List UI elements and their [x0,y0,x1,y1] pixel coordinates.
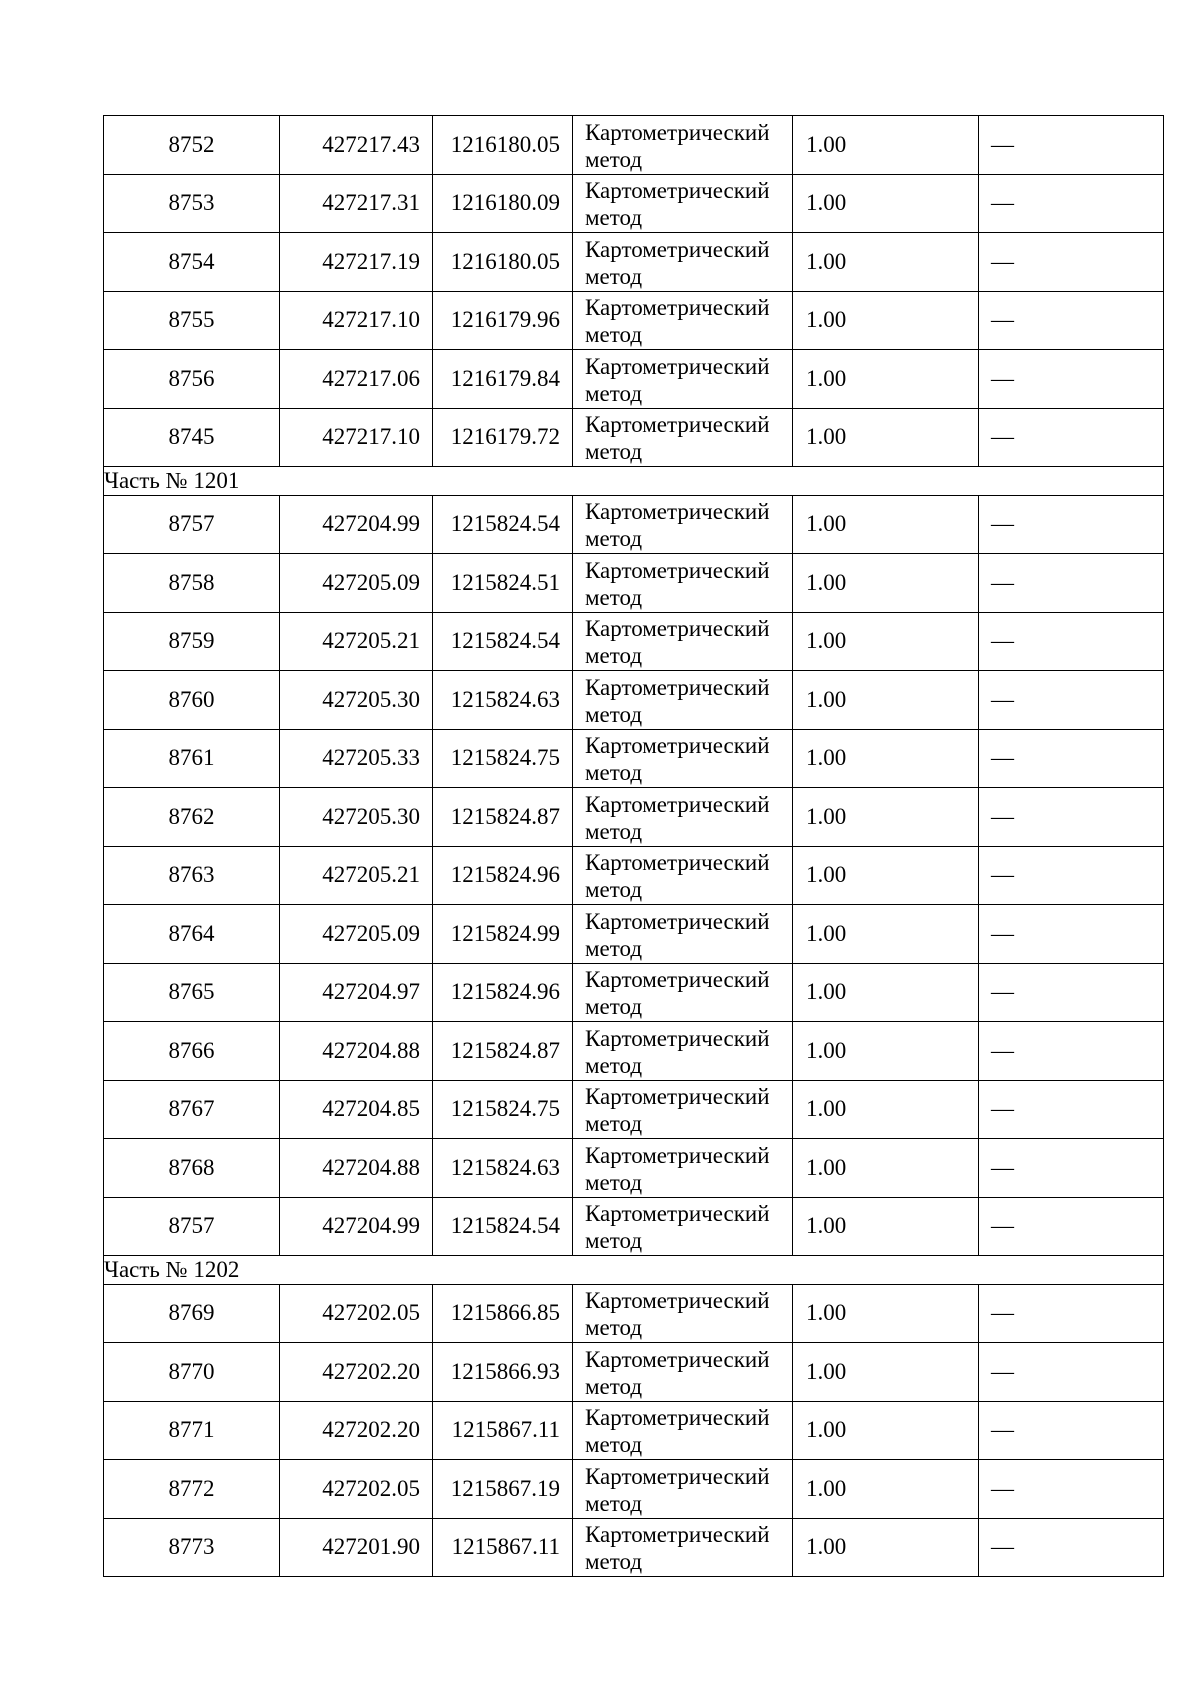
method-cell [573,1518,793,1577]
table-row [104,1343,1164,1402]
description-cell: — [979,1401,1164,1460]
method-line-1: Картометрический [585,412,770,438]
accuracy-cell: 1.00 [793,350,979,409]
coordinate-y-cell: 1215866.85 [433,1284,573,1343]
accuracy-cell: 1.00 [793,1401,979,1460]
coordinate-y-cell: 1215866.93 [433,1343,573,1402]
coordinate-y-cell: 1215824.75 [433,729,573,788]
method-line-1: Картометрический [585,1142,770,1168]
table-row [104,963,1164,1022]
table-row [104,350,1164,409]
coordinate-y-cell: 1215824.54 [433,612,573,671]
point-number-cell: 8763 [104,846,280,905]
description-cell: — [979,612,1164,671]
method-line-2: метод [585,1228,643,1254]
coordinates-table-body [104,116,1164,1577]
accuracy-cell: 1.00 [793,846,979,905]
method-cell [573,174,793,233]
method-line-1: Картометрический [585,733,770,759]
method-line-2: метод [585,643,643,669]
coordinate-y-cell: 1215824.99 [433,905,573,964]
point-number-cell: 8757 [104,1197,280,1256]
method-cell [573,1139,793,1198]
point-number-cell: 8773 [104,1518,280,1577]
method-line-2: метод [585,146,643,172]
description-cell: — [979,116,1164,175]
coordinate-y-cell: 1215824.54 [433,495,573,554]
accuracy-cell: 1.00 [793,116,979,175]
point-number-cell: 8759 [104,612,280,671]
table-row [104,1139,1164,1198]
coordinate-x-cell: 427217.06 [280,350,433,409]
point-number-cell: 8762 [104,788,280,847]
method-cell [573,612,793,671]
coordinate-x-cell: 427217.10 [280,408,433,467]
description-cell: — [979,1518,1164,1577]
method-line-1: Картометрический [585,1346,770,1372]
coordinate-x-cell: 427205.09 [280,905,433,964]
point-number-cell: 8764 [104,905,280,964]
table-row [104,408,1164,467]
method-line-1: Картометрический [585,850,770,876]
method-line-1: Картометрический [585,119,770,145]
point-number-cell: 8754 [104,233,280,292]
accuracy-cell: 1.00 [793,788,979,847]
method-cell [573,671,793,730]
coordinate-x-cell: 427205.21 [280,612,433,671]
method-line-2: метод [585,584,643,610]
description-cell: — [979,846,1164,905]
coordinates-table [103,115,1164,1577]
method-cell [573,291,793,350]
point-number-cell: 8753 [104,174,280,233]
description-cell: — [979,408,1164,467]
method-line-1: Картометрический [585,557,770,583]
coordinate-y-cell: 1215867.11 [433,1518,573,1577]
coordinate-y-cell: 1216180.05 [433,233,573,292]
method-line-2: метод [585,1052,643,1078]
point-number-cell: 8760 [104,671,280,730]
method-line-2: метод [585,1169,643,1195]
table-row [104,905,1164,964]
method-line-1: Картометрический [585,295,770,321]
method-line-1: Картометрический [585,236,770,262]
coordinate-y-cell: 1215824.63 [433,671,573,730]
coordinate-y-cell: 1215824.87 [433,1022,573,1081]
point-number-cell: 8756 [104,350,280,409]
point-number-cell: 8755 [104,291,280,350]
accuracy-cell: 1.00 [793,1022,979,1081]
accuracy-cell: 1.00 [793,1284,979,1343]
method-cell [573,1284,793,1343]
method-line-1: Картометрический [585,178,770,204]
description-cell: — [979,1284,1164,1343]
table-row [104,495,1164,554]
accuracy-cell: 1.00 [793,554,979,613]
section-header-row [104,467,1164,496]
coordinate-x-cell: 427205.30 [280,788,433,847]
method-line-1: Картометрический [585,1201,770,1227]
coordinate-x-cell: 427204.88 [280,1139,433,1198]
point-number-cell: 8767 [104,1080,280,1139]
coordinate-y-cell: 1215824.87 [433,788,573,847]
coordinate-x-cell: 427205.21 [280,846,433,905]
table-row [104,671,1164,730]
method-line-2: метод [585,1490,643,1516]
method-cell [573,1080,793,1139]
method-cell [573,233,793,292]
coordinate-y-cell: 1215824.75 [433,1080,573,1139]
coordinate-y-cell: 1216179.96 [433,291,573,350]
point-number-cell: 8772 [104,1460,280,1519]
accuracy-cell: 1.00 [793,174,979,233]
method-cell [573,905,793,964]
method-cell [573,1197,793,1256]
method-line-1: Картометрический [585,967,770,993]
coordinate-y-cell: 1215867.11 [433,1401,573,1460]
method-line-1: Картометрический [585,616,770,642]
method-cell [573,1401,793,1460]
method-line-1: Картометрический [585,908,770,934]
method-line-2: метод [585,818,643,844]
method-line-2: метод [585,1373,643,1399]
method-cell [573,408,793,467]
coordinate-x-cell: 427204.97 [280,963,433,1022]
table-row [104,1460,1164,1519]
method-line-1: Картометрический [585,1463,770,1489]
section-label: Часть № 1202 [104,1256,1164,1285]
coordinate-x-cell: 427204.99 [280,1197,433,1256]
description-cell: — [979,905,1164,964]
method-line-2: метод [585,877,643,903]
point-number-cell: 8757 [104,495,280,554]
accuracy-cell: 1.00 [793,1460,979,1519]
coordinate-x-cell: 427201.90 [280,1518,433,1577]
table-row [104,788,1164,847]
accuracy-cell: 1.00 [793,1343,979,1402]
accuracy-cell: 1.00 [793,233,979,292]
description-cell: — [979,1343,1164,1402]
method-line-1: Картометрический [585,1405,770,1431]
accuracy-cell: 1.00 [793,495,979,554]
coordinate-x-cell: 427205.09 [280,554,433,613]
table-row [104,612,1164,671]
coordinate-y-cell: 1216179.72 [433,408,573,467]
method-line-2: метод [585,205,643,231]
method-line-1: Картометрический [585,499,770,525]
description-cell: — [979,291,1164,350]
description-cell: — [979,1197,1164,1256]
accuracy-cell: 1.00 [793,291,979,350]
table-row [104,1197,1164,1256]
point-number-cell: 8765 [104,963,280,1022]
description-cell: — [979,788,1164,847]
coordinate-x-cell: 427217.43 [280,116,433,175]
method-line-2: метод [585,701,643,727]
coordinate-x-cell: 427217.31 [280,174,433,233]
description-cell: — [979,671,1164,730]
table-row [104,291,1164,350]
method-line-1: Картометрический [585,1084,770,1110]
point-number-cell: 8771 [104,1401,280,1460]
method-cell [573,495,793,554]
coordinate-y-cell: 1215867.19 [433,1460,573,1519]
section-label: Часть № 1201 [104,467,1164,496]
description-cell: — [979,1139,1164,1198]
point-number-cell: 8770 [104,1343,280,1402]
table-row [104,1080,1164,1139]
accuracy-cell: 1.00 [793,905,979,964]
accuracy-cell: 1.00 [793,963,979,1022]
coordinate-x-cell: 427202.05 [280,1284,433,1343]
accuracy-cell: 1.00 [793,408,979,467]
coordinate-y-cell: 1215824.54 [433,1197,573,1256]
description-cell: — [979,1022,1164,1081]
coordinate-x-cell: 427205.33 [280,729,433,788]
coordinate-x-cell: 427204.88 [280,1022,433,1081]
table-row [104,846,1164,905]
method-cell [573,963,793,1022]
method-line-2: метод [585,526,643,552]
method-cell [573,846,793,905]
coordinate-y-cell: 1216179.84 [433,350,573,409]
method-line-2: метод [585,994,643,1020]
description-cell: — [979,495,1164,554]
table-row [104,1401,1164,1460]
coordinate-x-cell: 427217.10 [280,291,433,350]
table-row [104,729,1164,788]
description-cell: — [979,1460,1164,1519]
coordinate-y-cell: 1215824.96 [433,963,573,1022]
description-cell: — [979,233,1164,292]
coordinate-x-cell: 427202.20 [280,1401,433,1460]
method-line-1: Картометрический [585,1522,770,1548]
table-row [104,554,1164,613]
method-cell [573,554,793,613]
coordinate-x-cell: 427204.85 [280,1080,433,1139]
table-row [104,116,1164,175]
method-cell [573,1460,793,1519]
point-number-cell: 8768 [104,1139,280,1198]
accuracy-cell: 1.00 [793,1518,979,1577]
method-line-2: метод [585,263,643,289]
table-row [104,1022,1164,1081]
method-line-2: метод [585,935,643,961]
method-line-2: метод [585,760,643,786]
description-cell: — [979,174,1164,233]
coordinate-y-cell: 1215824.51 [433,554,573,613]
coordinate-x-cell: 427205.30 [280,671,433,730]
description-cell: — [979,1080,1164,1139]
coordinate-y-cell: 1216180.09 [433,174,573,233]
description-cell: — [979,554,1164,613]
method-line-2: метод [585,380,643,406]
point-number-cell: 8769 [104,1284,280,1343]
point-number-cell: 8745 [104,408,280,467]
accuracy-cell: 1.00 [793,671,979,730]
table-row [104,174,1164,233]
method-line-2: метод [585,1432,643,1458]
method-cell [573,729,793,788]
method-line-1: Картометрический [585,674,770,700]
method-line-2: метод [585,1111,643,1137]
table-row [104,1518,1164,1577]
point-number-cell: 8761 [104,729,280,788]
method-line-2: метод [585,439,643,465]
method-line-2: метод [585,1315,643,1341]
method-cell [573,116,793,175]
coordinate-x-cell: 427202.20 [280,1343,433,1402]
coordinate-x-cell: 427217.19 [280,233,433,292]
accuracy-cell: 1.00 [793,1197,979,1256]
table-row [104,233,1164,292]
method-line-1: Картометрический [585,353,770,379]
accuracy-cell: 1.00 [793,612,979,671]
section-header-row [104,1256,1164,1285]
description-cell: — [979,350,1164,409]
method-line-2: метод [585,1549,643,1575]
accuracy-cell: 1.00 [793,729,979,788]
method-line-1: Картометрический [585,791,770,817]
method-cell [573,1343,793,1402]
method-line-1: Картометрический [585,1025,770,1051]
point-number-cell: 8758 [104,554,280,613]
coordinate-x-cell: 427202.05 [280,1460,433,1519]
coordinate-y-cell: 1215824.96 [433,846,573,905]
description-cell: — [979,963,1164,1022]
method-cell [573,788,793,847]
point-number-cell: 8752 [104,116,280,175]
coordinate-y-cell: 1216180.05 [433,116,573,175]
table-row [104,1284,1164,1343]
point-number-cell: 8766 [104,1022,280,1081]
method-cell [573,350,793,409]
accuracy-cell: 1.00 [793,1139,979,1198]
method-cell [573,1022,793,1081]
description-cell: — [979,729,1164,788]
accuracy-cell: 1.00 [793,1080,979,1139]
method-line-1: Картометрический [585,1288,770,1314]
coordinate-x-cell: 427204.99 [280,495,433,554]
method-line-2: метод [585,322,643,348]
coordinate-y-cell: 1215824.63 [433,1139,573,1198]
